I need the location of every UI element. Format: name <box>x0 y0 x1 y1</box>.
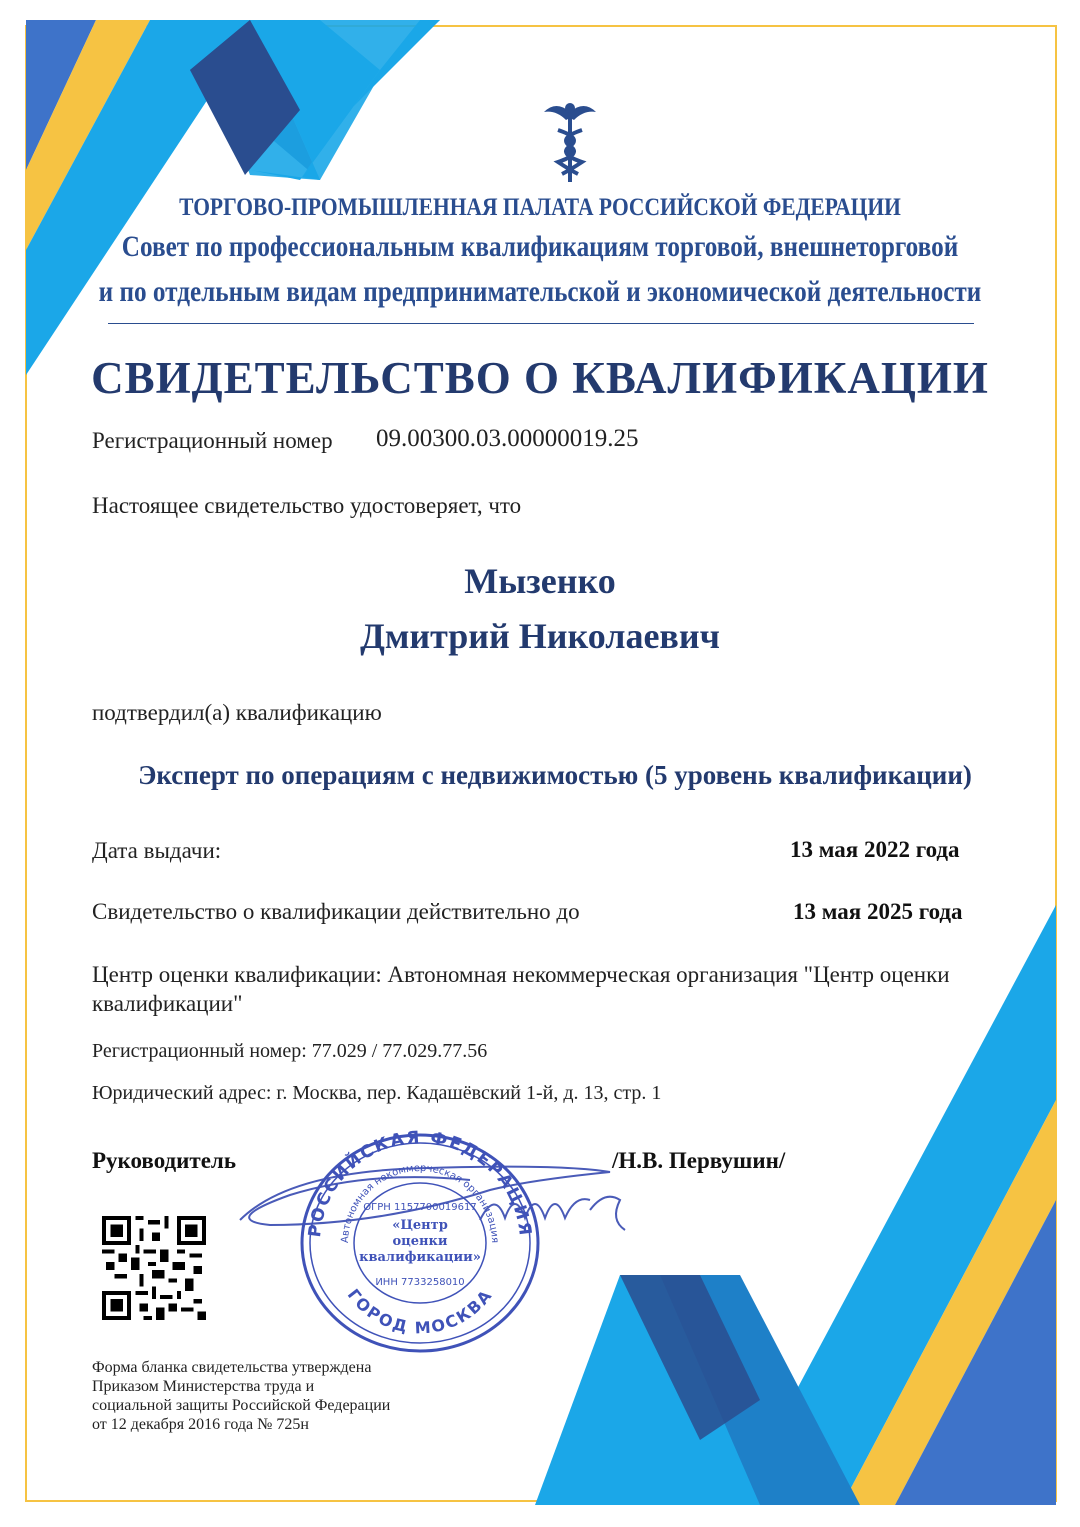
organization-stamp <box>290 1128 550 1358</box>
holder-given-names: Дмитрий Николаевич <box>360 616 720 656</box>
document-title: СВИДЕТЕЛЬСТВО О КВАЛИФИКАЦИИ <box>91 353 989 403</box>
stamp-center-line2: оценки <box>392 1234 448 1249</box>
stamp-ogrn: ОГРН 1157700019617 <box>363 1202 477 1213</box>
stamp-center-line1: «Центр <box>392 1218 448 1233</box>
holder-surname: Мызенко <box>464 561 616 601</box>
chamber-name: ТОРГОВО-ПРОМЫШЛЕННАЯ ПАЛАТА РОССИЙСКОЙ ФЕДЕРАЦИИ <box>179 194 901 221</box>
council-name-line2: и по отдельным видам предпринимательской и экономической деятельности <box>98 275 982 308</box>
stamp-outer-text: РОССИЙСКАЯ ФЕДЕРАЦИЯ <box>304 1128 536 1239</box>
issue-date-label: Дата выдачи: <box>92 838 222 863</box>
caduceus-logo-icon <box>540 100 600 185</box>
header-divider <box>108 323 974 324</box>
assessment-center: Центр оценки квалификации: Автономная некоммерческая организация "Центр оценки квалификации" <box>92 962 950 1016</box>
legal-address: Юридический адрес: г. Москва, пер. Кадашёвский 1-й, д. 13, стр. 1 <box>92 1082 662 1104</box>
stamp-org-type: Автономная некоммерческая организация <box>339 1162 501 1244</box>
registration-label: Регистрационный номер <box>92 428 333 453</box>
valid-until-label: Свидетельство о квалификации действительно до <box>92 899 580 924</box>
signatory-name: /Н.В. Первушин/ <box>612 1148 786 1173</box>
stamp-inn: ИНН 7733258010 <box>375 1277 465 1288</box>
stamp-center-line3: квалификации» <box>359 1250 481 1265</box>
registration-number: 09.00300.03.00000019.25 <box>376 425 639 452</box>
valid-until-date: 13 мая 2025 года <box>793 899 963 924</box>
confirmed-text: подтвердил(а) квалификацию <box>92 700 382 725</box>
council-name-line1: Совет по профессиональным квалификациям торговой, внешнеторговой <box>121 230 959 263</box>
certifies-text: Настоящее свидетельство удостоверяет, что <box>92 493 522 518</box>
qualification-name: Эксперт по операциям с недвижимостью (5 уровень квалификации) <box>138 760 972 790</box>
form-approval-note: Форма бланка свидетельства утверждена Приказом Министерства труда и социальной защиты Российской Федерации от 12 декабря 2016 года № 725н <box>92 1359 391 1433</box>
qr-code[interactable] <box>102 1216 206 1320</box>
signatory-role: Руководитель <box>92 1148 236 1173</box>
center-registration-number: Регистрационный номер: 77.029 / 77.029.77.56 <box>92 1040 488 1062</box>
issue-date: 13 мая 2022 года <box>790 837 960 862</box>
stamp-city: ГОРОД МОСКВА <box>343 1285 497 1338</box>
